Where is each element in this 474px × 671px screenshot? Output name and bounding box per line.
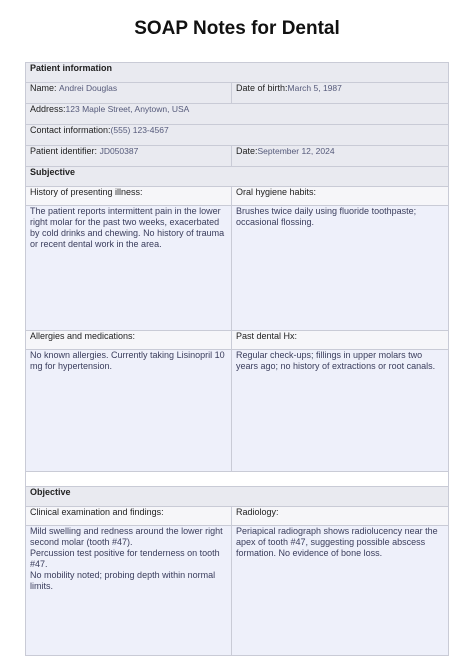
date-label: Date:	[236, 146, 258, 156]
objective-heading: Objective	[26, 487, 449, 507]
allergies-label: Allergies and medications:	[26, 331, 232, 350]
patient-id-field[interactable]	[26, 146, 232, 167]
subjective-section-header	[26, 167, 449, 187]
subjective-labels-row-1	[26, 187, 449, 206]
allergies-text-area[interactable]: No known allergies. Currently taking Lisinopril 10 mg for hypertension.	[26, 350, 232, 472]
contact-value: (555) 123-4567	[110, 125, 169, 135]
hpi-text-area[interactable]: The patient reports intermittent pain in the lower right molar for the past two weeks, exacerbated by cold drinks and chewing. No history of trauma or recent dental work in the area.	[26, 206, 232, 331]
address-label: Address:	[30, 104, 66, 114]
patient-info-section-header	[26, 63, 449, 83]
clinical-text-area[interactable]: Mild swelling and redness around the lower right second molar (tooth #47). Percussion test positive for tenderness on tooth #47. No mobility noted; probing depth within normal limits.	[26, 526, 232, 656]
patient-id-value: JD050387	[99, 146, 139, 156]
patient-id-label: Patient identifier:	[30, 146, 98, 156]
id-date-row	[26, 146, 449, 167]
past-dental-label: Past dental Hx:	[232, 331, 449, 350]
date-value: September 12, 2024	[257, 146, 335, 156]
dob-value: March 5, 1987	[287, 83, 342, 93]
dob-label: Date of birth:	[236, 83, 288, 93]
subjective-labels-row-2	[26, 331, 449, 350]
subjective-heading: Subjective	[26, 167, 449, 187]
address-row	[26, 104, 449, 125]
past-dental-text-area[interactable]: Regular check-ups; fillings in upper molars two years ago; no history of extractions or root canals.	[232, 350, 449, 472]
objective-labels-row	[26, 507, 449, 526]
radiology-label: Radiology:	[232, 507, 449, 526]
document-title: SOAP Notes for Dental	[134, 18, 340, 39]
dob-field[interactable]	[232, 83, 449, 104]
contact-row	[26, 125, 449, 146]
address-value: 123 Maple Street, Anytown, USA	[65, 104, 190, 114]
radiology-text-area[interactable]: Periapical radiograph shows radiolucency near the apex of tooth #47, suggesting possible abscess formation. No evidence of bone loss.	[232, 526, 449, 656]
subjective-body-row-2	[26, 350, 449, 472]
name-label: Name:	[30, 83, 57, 93]
hpi-label: History of presenting illness:	[26, 187, 232, 206]
hygiene-label: Oral hygiene habits:	[232, 187, 449, 206]
section-spacer	[26, 472, 449, 487]
date-field[interactable]	[232, 146, 449, 167]
objective-body-row	[26, 526, 449, 656]
name-dob-row	[26, 83, 449, 104]
contact-field[interactable]	[26, 125, 449, 146]
name-value: Andrei Douglas	[59, 83, 118, 93]
clinical-label: Clinical examination and findings:	[26, 507, 232, 526]
patient-info-heading: Patient information	[26, 63, 449, 83]
soap-form-table	[25, 62, 449, 656]
address-field[interactable]	[26, 104, 449, 125]
contact-label: Contact information:	[30, 125, 111, 135]
name-field[interactable]	[26, 83, 232, 104]
objective-section-header	[26, 487, 449, 507]
subjective-body-row-1	[26, 206, 449, 331]
hygiene-text-area[interactable]: Brushes twice daily using fluoride toothpaste; occasional flossing.	[232, 206, 449, 331]
spacer-cell	[26, 472, 449, 487]
